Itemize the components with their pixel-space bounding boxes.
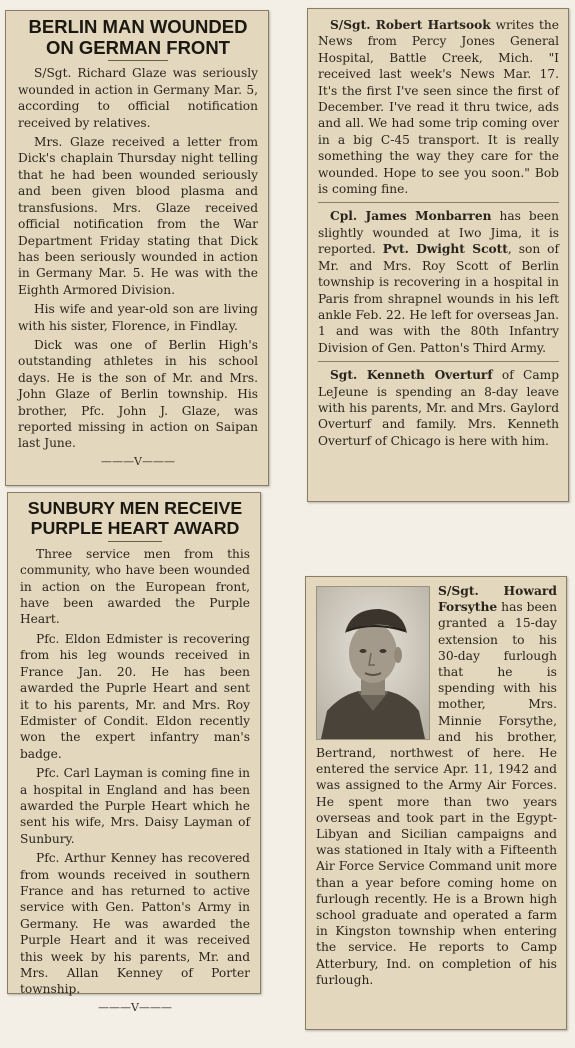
brief-monbarren-scott — [318, 208, 559, 356]
headline-line-2: ON GERMAN FRONT — [46, 36, 230, 58]
headline-rule — [108, 541, 162, 542]
brief-hartsook — [318, 17, 559, 197]
paragraph: S/Sgt. Richard Glaze was seriously wounded in action in Germany Mar. 5, according to official notification received by relatives. — [18, 66, 258, 130]
brief-text-2: , son of Mr. and Mrs. Roy Scott of Berlin township is recovering in a hospital in Paris from shrapnel wounds in his left ankle Feb. 22. He left for overseas Jan. 1 and was with the 80th Infantry Division of Gen. Patton's Third Army. — [318, 242, 559, 355]
end-mark: ———V——— — [98, 1000, 172, 1014]
paragraph: Pfc. Eldon Edmister is recovering from his leg wounds received in France Jan. 20. He has been awarded the Puprle Heart and sent it to his parents, Mr. and Mrs. Roy Edmister of Condit. Eldon recently won the expert infantry man's badge. — [20, 631, 250, 761]
paragraph: Dick was one of Berlin High's outstanding athletes in his school days. He is the son of Mr. and Mrs. John Glaze of Berlin township. His brother, Pfc. John J. Glaze, was reported missing in action on Saipan last June. — [18, 337, 258, 451]
headline-line-1: SUNBURY MEN RECEIVE — [27, 498, 243, 518]
brief-lead-name: Sgt. Kenneth Overturf — [330, 368, 493, 383]
brief-lead-name-2: Pvt. Dwight Scott — [382, 242, 508, 257]
paragraph: His wife and year-old son are living with his sister, Florence, in Findlay. — [18, 302, 258, 333]
paragraph: Pfc. Carl Layman is coming fine in a hospital in England and has been awarded the Purple Heart which he sent his wife, Mrs. Daisy Layman of Sunbury. — [20, 766, 250, 846]
headline-line-1: BERLIN MAN WOUNDED — [28, 16, 248, 37]
brief-lead-name: Cpl. James Monbarren — [330, 209, 492, 224]
headline-line-2: PURPLE HEART AWARD — [30, 517, 240, 538]
divider — [318, 361, 559, 362]
headline — [18, 17, 258, 58]
brief-lead-name: S/Sgt. Robert Hartsook — [330, 18, 491, 32]
brief-overturf — [318, 367, 559, 449]
clipping-forsythe-furlough — [305, 576, 567, 1030]
paragraph: Three service men from this community, who have been wounded in action on the European front, have been awarded the Purple Heart. — [20, 546, 250, 627]
brief-text: writes the News from Percy Jones General Hospital, Battle Creek, Mich. "I received last week's News Mar. 17. It's the first I've seen since the first of December. I've read it thru twice, ads and all. We had some trip coming over in a big C-45 transport. It is really something the way they care for the wounded. Hope to see you soon." Bob is coming fine. — [318, 18, 559, 197]
divider — [318, 202, 559, 203]
clipping-service-briefs — [307, 8, 569, 502]
end-mark: ———V——— — [101, 454, 175, 468]
clipping-berlin-man-wounded — [5, 10, 269, 486]
headline-rule — [108, 60, 168, 61]
paragraph: Pfc. Arthur Kenney has recovered from wounds received in southern France and has returned to active service with Gen. Patton's Army in Germany. He was awarded the Purple Heart and it was received this week by his parents, Mr. and Mrs. Allan Kenney of Porter township. — [20, 851, 250, 997]
portrait-photo — [316, 586, 430, 740]
article-text: has been granted a 15-day extension to his 30-day furlough that he is spending with his mother, Mrs. Minnie Forsythe, and his brother, Bertrand, northwest of here. He entered the service Apr. 11, 1942 and was assigned to the Army Air Forces. He spent more than two years overseas and took part in the Egypt-Libyan and Sicilian campaigns and was stationed in Italy with a Fifteenth Air Force Service Command unit more than a year before coming home on furlough recently. He is a Brown high school graduate and operated a farm in Kingston township when entering the service. He reports to Camp Atterbury, Ind. on completion of his furlough. — [316, 600, 557, 987]
brief-text: has been slightly wounded at Iwo Jima, it is reported. — [318, 209, 559, 257]
brief-text: of Camp LeJeune is spending an 8-day leave with his parents, Mr. and Mrs. Gaylord Overturf and family. Mrs. Kenneth Overturf of Chicago is here with him. — [318, 368, 559, 448]
soldier-portrait-icon — [317, 587, 429, 739]
forsythe-article — [316, 583, 557, 988]
article-lead-name: S/Sgt. Howard Forsythe — [438, 583, 557, 615]
paragraph: Mrs. Glaze received a letter from Dick's chaplain Thursday night telling that he had been wounded seriously and been given blood plasma and transfusions. Mrs. Glaze received official notification from the War Department Friday stating that Dick has been seriously wounded in action in Germany Mar. 5. He was with the Eighth Armored Division. — [18, 135, 258, 297]
headline — [20, 499, 250, 539]
clipping-sunbury-purple-heart — [7, 492, 261, 1014]
